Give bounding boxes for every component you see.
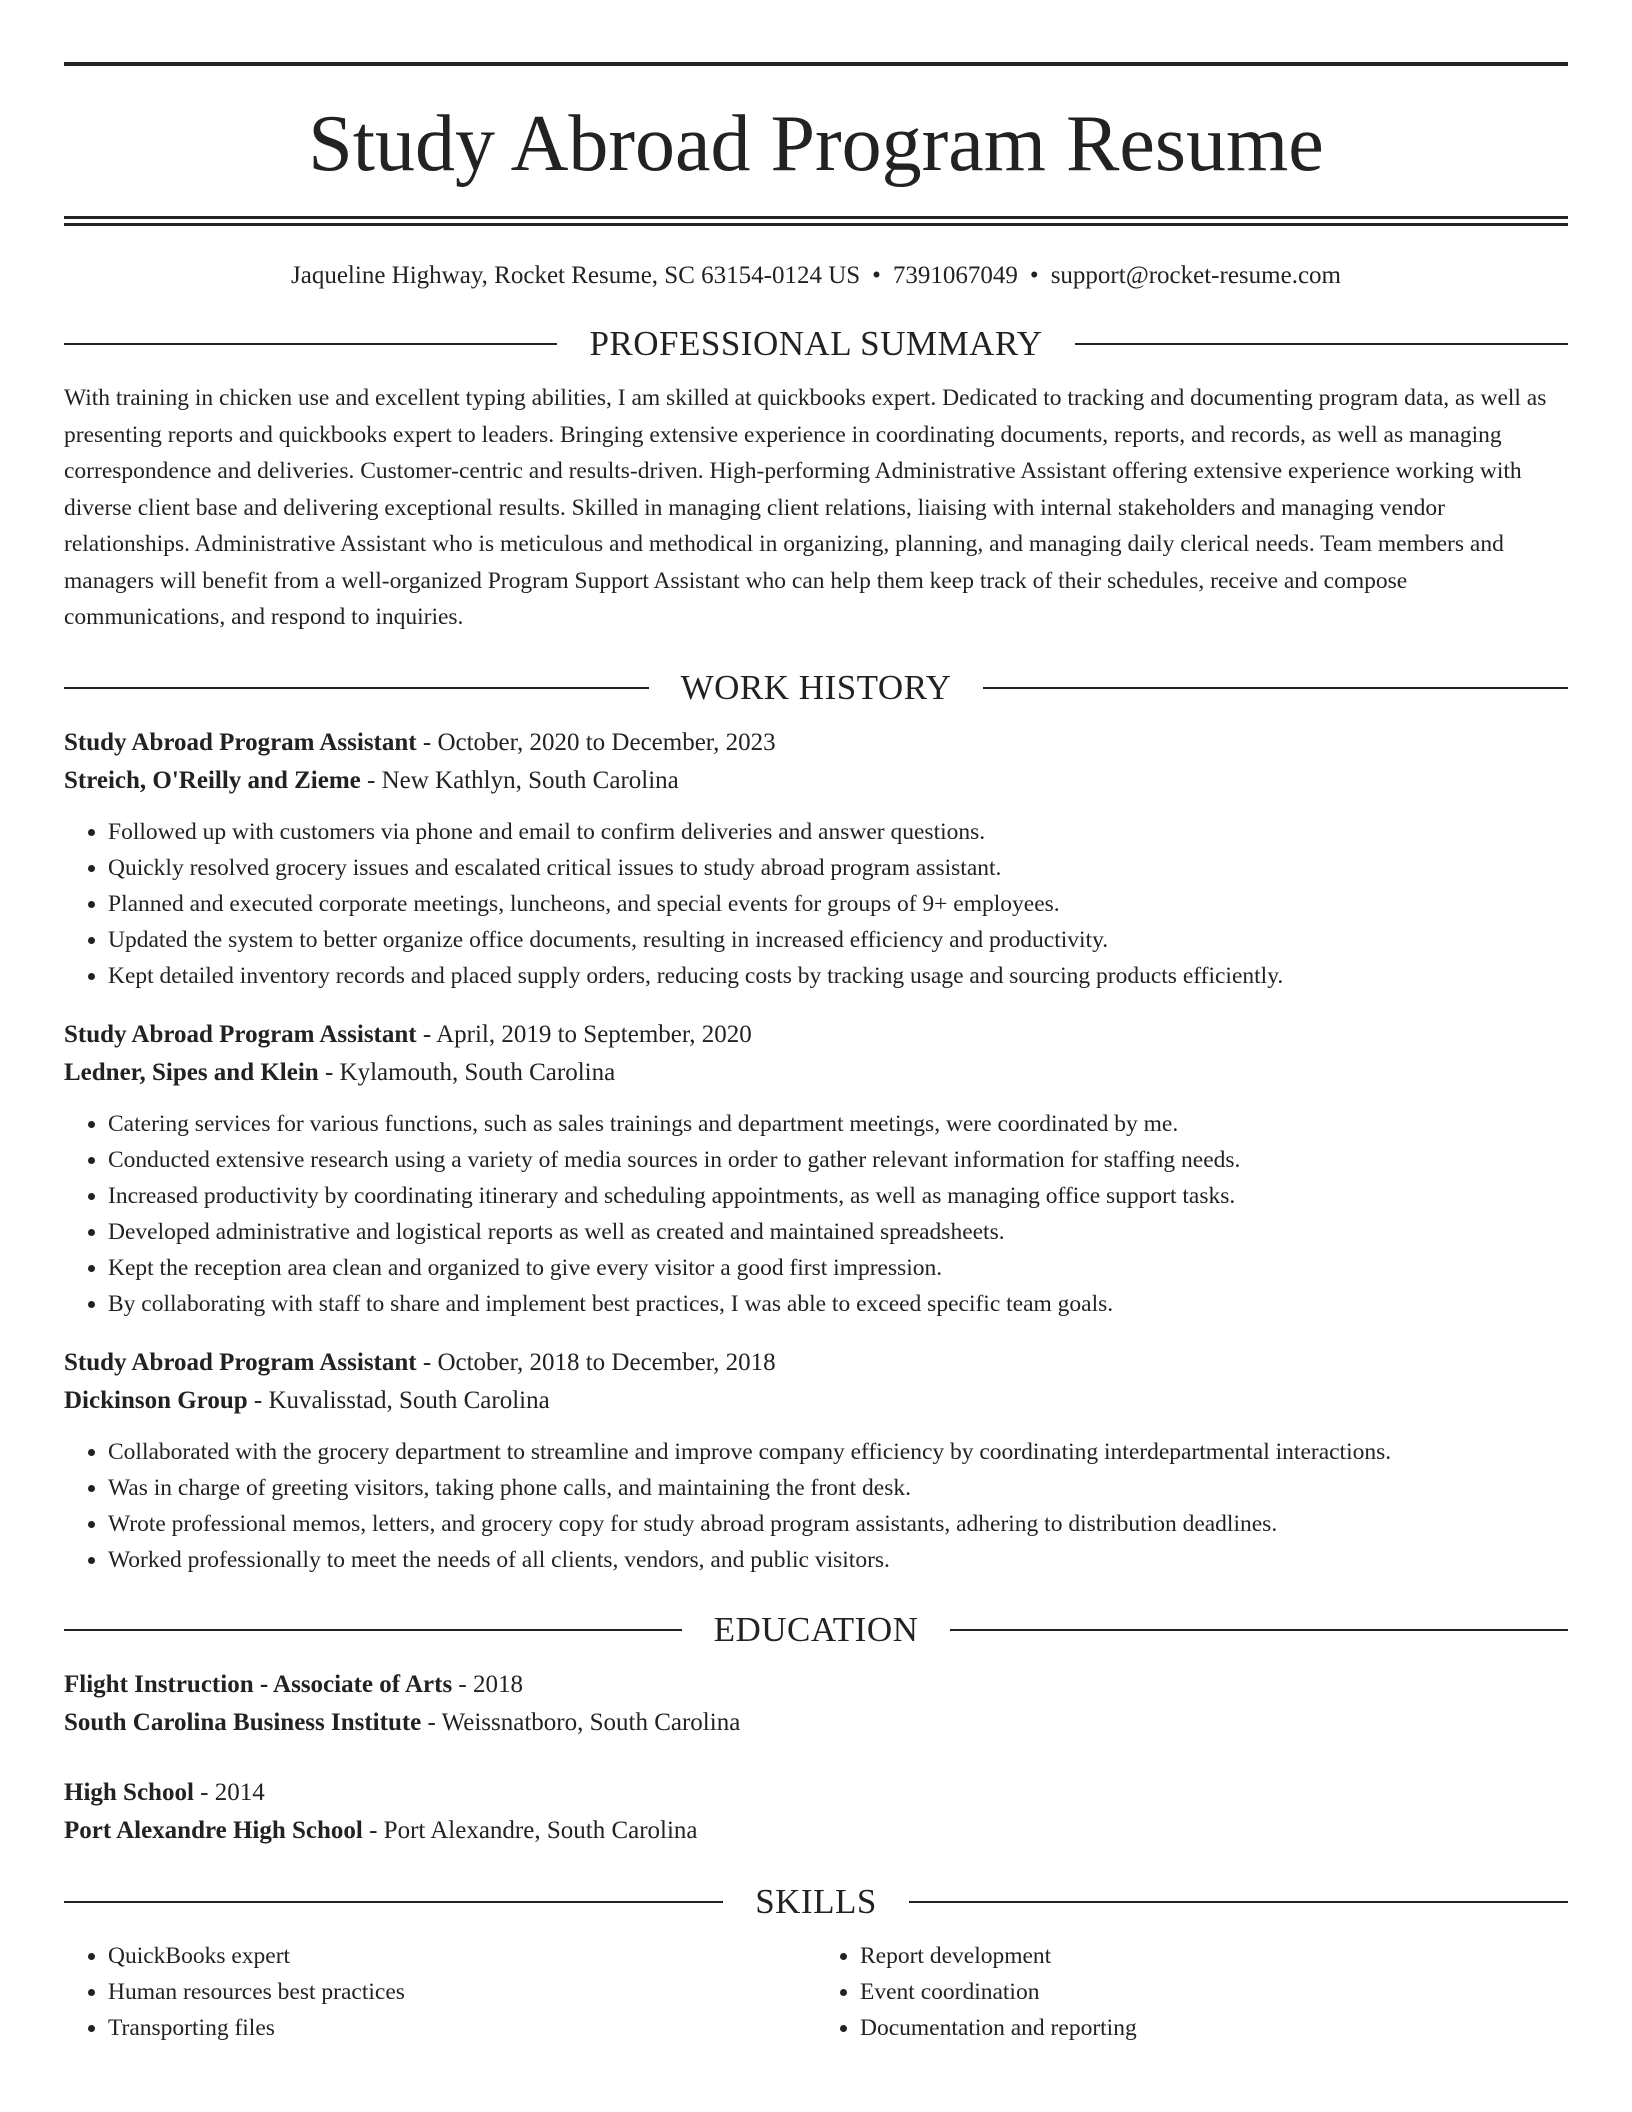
job-title-line bbox=[64, 724, 1568, 762]
education-school-line bbox=[64, 1812, 1568, 1850]
list-item: • Conducted extensive research using a variety of media sources in order to gather relevant information for staffing needs. bbox=[108, 1142, 1568, 1178]
education-year: - 2018 bbox=[452, 1670, 523, 1698]
list-item: • Event coordination bbox=[860, 1974, 1568, 2010]
job-bullets bbox=[64, 1106, 1568, 1322]
title-double-rule bbox=[64, 216, 1568, 226]
job-bullets bbox=[64, 1434, 1568, 1578]
education-school-line bbox=[64, 1704, 1568, 1742]
skills-list-left bbox=[64, 1938, 816, 2046]
list-item: • By collaborating with staff to share and implement best practices, I was able to exceed specific team goals. bbox=[108, 1286, 1568, 1322]
skills-columns bbox=[64, 1938, 1568, 2046]
job-title: Study Abroad Program Assistant bbox=[64, 1348, 417, 1376]
education-entry bbox=[64, 1666, 1568, 1742]
contact-separator: • bbox=[872, 262, 881, 289]
resume-title: Study Abroad Program Resume bbox=[308, 100, 1324, 188]
heading-rule-right bbox=[983, 687, 1568, 689]
heading-rule-left bbox=[64, 687, 649, 689]
heading-rule-left bbox=[64, 343, 557, 345]
skills-list-right bbox=[816, 1938, 1568, 2046]
job-location: - Kylamouth, South Carolina bbox=[318, 1058, 616, 1086]
education-school: Port Alexandre High School bbox=[64, 1816, 363, 1844]
list-item: • Kept detailed inventory records and placed supply orders, reducing costs by tracking usage and sourcing products efficiently. bbox=[108, 958, 1568, 994]
job-dates: - October, 2020 to December, 2023 bbox=[416, 728, 776, 756]
section-heading-education bbox=[64, 1608, 1568, 1652]
education-year: - 2014 bbox=[193, 1778, 265, 1806]
list-item: • Updated the system to better organize office documents, resulting in increased efficiency and productivity. bbox=[108, 922, 1568, 958]
section-title: SKILLS bbox=[755, 1881, 877, 1921]
job-title-line bbox=[64, 1344, 1568, 1382]
contact-separator: • bbox=[1029, 262, 1039, 289]
job-title-line bbox=[64, 1016, 1568, 1054]
list-item: • Documentation and reporting bbox=[860, 2010, 1568, 2046]
list-item: • Wrote professional memos, letters, and grocery copy for study abroad program assistants, adhering to distribution deadlines. bbox=[108, 1506, 1568, 1542]
job-dates: - April, 2019 to September, 2020 bbox=[416, 1020, 752, 1048]
list-item: • Report development bbox=[860, 1938, 1568, 1974]
job-company: Dickinson Group bbox=[64, 1386, 248, 1414]
job-bullets bbox=[64, 814, 1568, 994]
education-degree: Flight Instruction - Associate of Arts bbox=[64, 1670, 453, 1698]
education-location: - Weissnatboro, South Carolina bbox=[421, 1708, 741, 1736]
job-location: - Kuvalisstad, South Carolina bbox=[247, 1386, 550, 1414]
job-title: Study Abroad Program Assistant bbox=[64, 1020, 417, 1048]
list-item: • Followed up with customers via phone and email to confirm deliveries and answer questions. bbox=[108, 814, 1568, 850]
job-entry bbox=[64, 1344, 1568, 1578]
contact-line bbox=[64, 260, 1568, 292]
heading-rule-right bbox=[1075, 343, 1568, 345]
summary-paragraph: With training in chicken use and excellent typing abilities, I am skilled at quickbooks expert. Dedicated to tracking and documenting program data, as well as presenting reports and quickbooks expert to leaders. Bringing extensive experience in coordinating documents, reports, and records, as well as managing correspondence and deliveries. Customer-centric and results-driven. High-performing Administrative Assistant offering extensive experience working with diverse client base and delivering exceptional results. Skilled in managing client relations, liaising with internal stakeholders and managing vendor relationships. Administrative Assistant who is meticulous and methodical in organizing, planning, and managing daily clerical needs. Team members and managers will benefit from a well-organized Program Support Assistant who can help them keep track of their schedules, receive and compose communications, and respond to inquiries. bbox=[64, 385, 1547, 630]
list-item: • Catering services for various functions, such as sales trainings and department meetings, were coordinated by me. bbox=[108, 1106, 1568, 1142]
job-company-line bbox=[64, 1382, 1568, 1420]
section-title: WORK HISTORY bbox=[680, 667, 952, 707]
job-dates: - October, 2018 to December, 2018 bbox=[416, 1348, 776, 1376]
job-entry bbox=[64, 1016, 1568, 1322]
education-degree-line bbox=[64, 1666, 1568, 1704]
job-location: - New Kathlyn, South Carolina bbox=[360, 766, 679, 794]
education-list bbox=[64, 1666, 1568, 1850]
list-item: • Transporting files bbox=[108, 2010, 816, 2046]
list-item: • Human resources best practices bbox=[108, 1974, 816, 2010]
education-school: South Carolina Business Institute bbox=[64, 1708, 422, 1736]
job-company: Ledner, Sipes and Klein bbox=[64, 1058, 319, 1086]
education-location: - Port Alexandre, South Carolina bbox=[362, 1816, 698, 1844]
contact-address: Jaqueline Highway, Rocket Resume, SC 63154-0124 US bbox=[291, 262, 861, 289]
education-entry bbox=[64, 1774, 1568, 1850]
job-company: Streich, O'Reilly and Zieme bbox=[64, 766, 361, 794]
top-rule bbox=[64, 62, 1568, 66]
job-title: Study Abroad Program Assistant bbox=[64, 728, 417, 756]
list-item: • QuickBooks expert bbox=[108, 1938, 816, 1974]
section-title: EDUCATION bbox=[713, 1609, 919, 1649]
list-item: • Was in charge of greeting visitors, taking phone calls, and maintaining the front desk. bbox=[108, 1470, 1568, 1506]
job-company-line bbox=[64, 762, 1568, 800]
heading-rule-right bbox=[950, 1629, 1568, 1631]
section-title: PROFESSIONAL SUMMARY bbox=[589, 324, 1043, 363]
list-item: • Quickly resolved grocery issues and escalated critical issues to study abroad program assistant. bbox=[108, 850, 1568, 886]
list-item: • Kept the reception area clean and organized to give every visitor a good first impression. bbox=[108, 1250, 1568, 1286]
section-heading-work bbox=[64, 666, 1568, 710]
education-degree-line bbox=[64, 1774, 1568, 1812]
list-item: • Collaborated with the grocery department to streamline and improve company efficiency by coordinating interdepartmental interactions. bbox=[108, 1434, 1568, 1470]
heading-rule-left bbox=[64, 1901, 723, 1903]
list-item: • Developed administrative and logistical reports as well as created and maintained spreadsheets. bbox=[108, 1214, 1568, 1250]
work-history-list bbox=[64, 724, 1568, 1578]
job-company-line bbox=[64, 1054, 1568, 1092]
education-degree: High School bbox=[64, 1778, 194, 1806]
heading-rule-left bbox=[64, 1629, 682, 1631]
job-entry bbox=[64, 724, 1568, 994]
list-item: • Planned and executed corporate meetings, luncheons, and special events for groups of 9+ employees. bbox=[108, 886, 1568, 922]
contact-email: support@rocket-resume.com bbox=[1050, 262, 1341, 289]
contact-phone: 7391067049 bbox=[892, 262, 1018, 289]
heading-rule-right bbox=[909, 1901, 1568, 1903]
section-heading-skills bbox=[64, 1880, 1568, 1924]
section-heading-summary bbox=[64, 322, 1568, 366]
list-item: • Worked professionally to meet the needs of all clients, vendors, and public visitors. bbox=[108, 1542, 1568, 1578]
list-item: • Increased productivity by coordinating itinerary and scheduling appointments, as well as managing office support tasks. bbox=[108, 1178, 1568, 1214]
